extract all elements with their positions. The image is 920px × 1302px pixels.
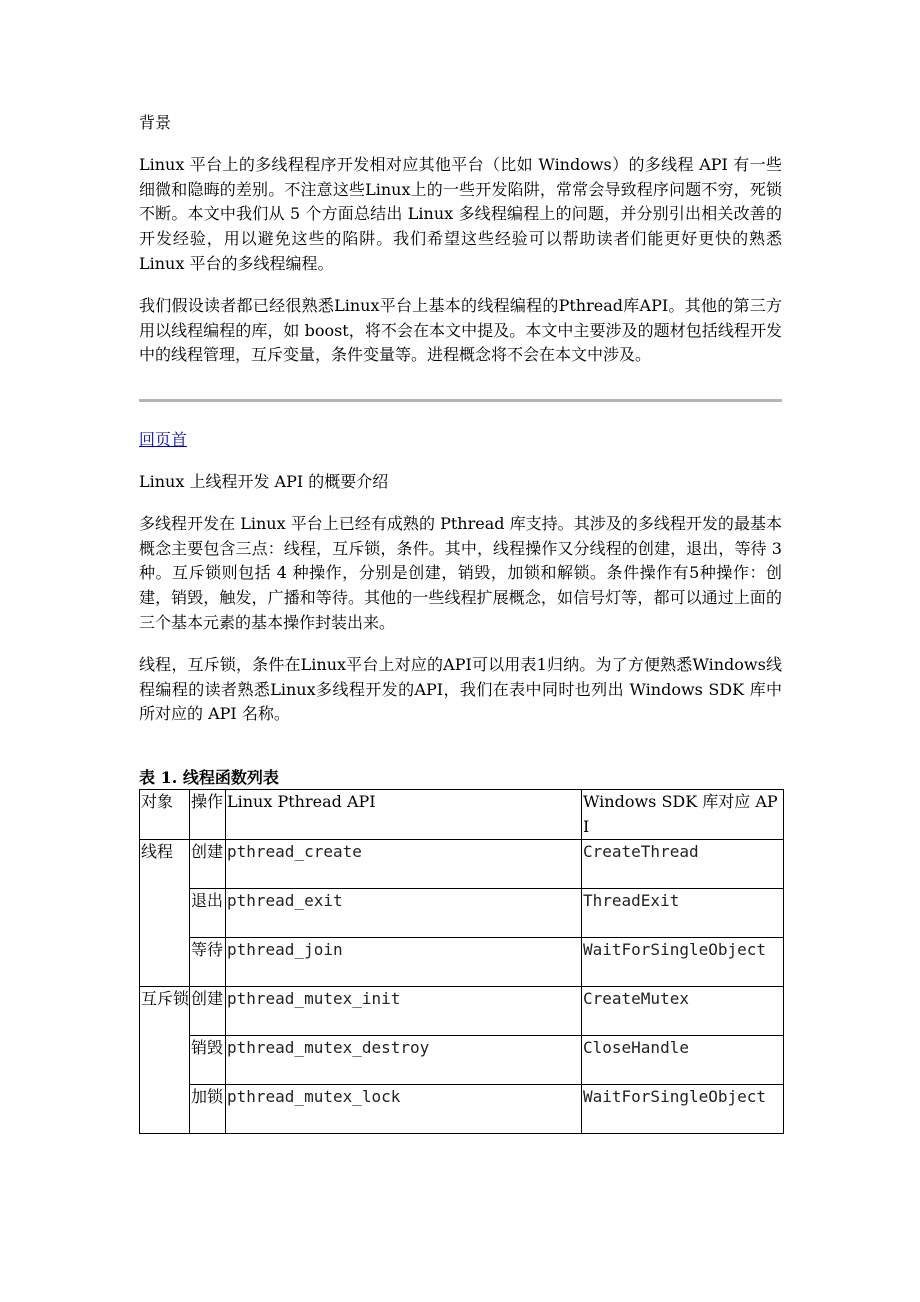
linux-api-cell: pthread_exit	[226, 889, 582, 938]
paragraph: Linux 平台上的多线程程序开发相对应其他平台（比如 Windows）的多线程 API 有一些细微和隐晦的差别。不注意这些Linux上的一些开发陷阱，常常会导致程序问题不穷，死锁不断。本文中我们从 5 个方面总结出 Linux 多线程编程上的问题，并分别引出相关改善的开发经验，用以避免这些的陷阱。我们希望这些经验可以帮助读者们能更好更快的熟悉 Linux 平台的多线程编程。	[139, 154, 782, 273]
operation-cell: 销毁	[190, 1036, 226, 1085]
document-body	[139, 111, 782, 1134]
table-row	[140, 1085, 784, 1134]
windows-api-cell: WaitForSingleObject	[582, 1085, 784, 1134]
table-row	[140, 938, 784, 987]
thread-function-table	[139, 789, 784, 1134]
header-linux-api: Linux Pthread API	[226, 790, 582, 840]
table-row	[140, 1036, 784, 1085]
horizontal-divider	[139, 399, 782, 402]
linux-api-cell: pthread_mutex_destroy	[226, 1036, 582, 1085]
object-cell: 互斥锁	[140, 987, 190, 1134]
windows-api-cell: CloseHandle	[582, 1036, 784, 1085]
paragraph: 多线程开发在 Linux 平台上已经有成熟的 Pthread 库支持。其涉及的多线程开发的最基本概念主要包含三点：线程，互斥锁，条件。其中，线程操作又分线程的创建，退出，等待 3 种。互斥锁则包括 4 种操作，分别是创建，销毁，加锁和解锁。条件操作有5种操作：创建，销毁，触发，广播和等待。其他的一些线程扩展概念，如信号灯等，都可以通过上面的三个基本元素的基本操作封装出来。	[139, 513, 782, 632]
header-windows-api: Windows SDK 库对应 API	[582, 790, 784, 840]
operation-cell: 创建	[190, 840, 226, 889]
section-title-background: 背景	[139, 113, 172, 132]
operation-cell: 加锁	[190, 1085, 226, 1134]
table-row	[140, 889, 784, 938]
windows-api-cell: CreateThread	[582, 840, 784, 889]
windows-api-cell: WaitForSingleObject	[582, 938, 784, 987]
operation-cell: 等待	[190, 938, 226, 987]
operation-cell: 退出	[190, 889, 226, 938]
windows-api-cell: ThreadExit	[582, 889, 784, 938]
windows-api-cell: CreateMutex	[582, 987, 784, 1036]
paragraph: 我们假设读者都已经很熟悉Linux平台上基本的线程编程的Pthread库API。其他的第三方用以线程编程的库，如 boost，将不会在本文中提及。本文中主要涉及的题材包括线程开发中的线程管理，互斥变量，条件变量等。进程概念将不会在本文中涉及。	[139, 295, 782, 365]
operation-cell: 创建	[190, 987, 226, 1036]
header-operation: 操作	[190, 790, 226, 840]
table-header-row	[140, 790, 784, 840]
header-object: 对象	[140, 790, 190, 840]
linux-api-cell: pthread_mutex_init	[226, 987, 582, 1036]
linux-api-cell: pthread_join	[226, 938, 582, 987]
paragraph: 线程，互斥锁，条件在Linux平台上对应的API可以用表1归纳。为了方便熟悉Windows线程编程的读者熟悉Linux多线程开发的API，我们在表中同时也列出 Windows SDK 库中所对应的 API 名称。	[139, 654, 782, 724]
table-row	[140, 840, 784, 889]
linux-api-cell: pthread_create	[226, 840, 582, 889]
table-row	[140, 987, 784, 1036]
object-cell: 线程	[140, 840, 190, 987]
back-to-top-link[interactable]: 回页首	[139, 430, 188, 450]
table-caption: 表 1. 线程函数列表	[139, 768, 279, 788]
section-title-api-overview: Linux 上线程开发 API 的概要介绍	[139, 471, 389, 491]
linux-api-cell: pthread_mutex_lock	[226, 1085, 582, 1134]
